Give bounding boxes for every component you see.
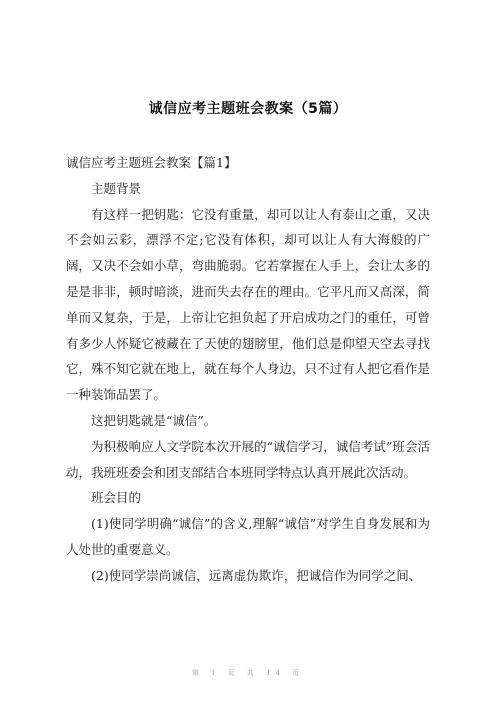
paragraph: 班会目的 (91, 490, 142, 506)
paragraph: 诚信应考主题班会教案【篇1】 (66, 155, 237, 170)
page-footer: 第 1 页 共 14 页 (191, 669, 305, 677)
paragraph: 有这样一把钥匙：它没有重量，却可以让人有泰山之重，又决不会如云彩，漂浮不定;它没有体积，却可以让人有大海般的广阔，又决不会如小草，弯曲脆弱。它若掌握在人手上，会让太多的是是非非，顿时暗淡，进而失去存在的理由。它平凡而又高深，简单而又复杂，于是，上帝让它担负起了开启成功之门的重任，可曾有多少人怀疑它被藏在了天使的翅膀里，他们总是仰望天空去寻找它，殊不知它就在地上，就在每个人身边，只不过有人把它看作是一种装饰品罢了。 (66, 206, 430, 403)
document-title: 诚信应考主题班会教案（5篇） (148, 101, 348, 117)
paragraph: 为积极响应人文学院本次开展的“诚信学习，诚信考试”班会活动，我班班委会和团支部结合本班同学特点认真开展此次活动。 (66, 438, 430, 480)
document-body (66, 150, 430, 589)
paragraph: 主题背景 (91, 180, 142, 196)
paragraph: (2)使同学崇尚诚信，远离虚伪欺诈，把诚信作为同学之间、 (91, 567, 422, 583)
paragraph: 这把钥匙就是“诚信”。 (91, 412, 217, 428)
paragraph: (1)使同学明确“诚信”的含义,理解“诚信”对学生自身发展和为人处世的重要意义。 (66, 516, 430, 557)
